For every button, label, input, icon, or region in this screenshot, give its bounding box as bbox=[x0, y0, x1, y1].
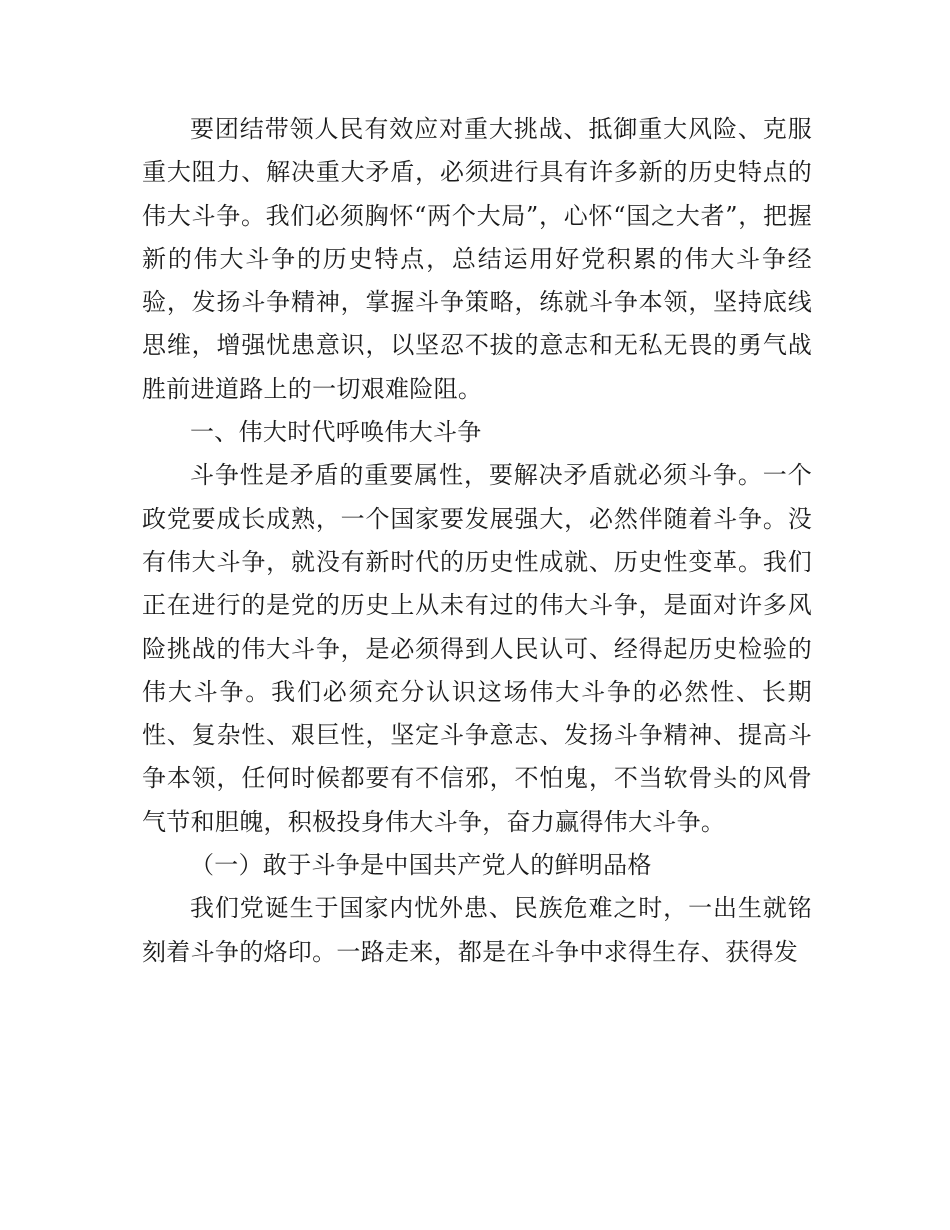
section-heading: 一、伟大时代呼唤伟大斗争 bbox=[190, 418, 482, 447]
intro-paragraph: 要团结带领人民有效应对重大挑战、抵御重大风险、克服重大阻力、解决重大矛盾，必须进行具有许多新的历史特点的伟大斗争。我们必须胸怀“两个大局”，心怀“国之大者”，把握新的伟大斗争的历史特点，总结运用好党积累的伟大斗争经验，发扬斗争精神，掌握斗争策略，练就斗争本领，坚持底线思维，增强忧患意识，以坚忍不拔的意志和无私无畏的勇气战胜前进道路上的一切艰难险阻。 bbox=[142, 115, 812, 403]
subsection-heading: （一）敢于斗争是中国共产党人的鲜明品格 bbox=[190, 851, 652, 880]
document-body bbox=[142, 108, 812, 974]
subsection-paragraph: 我们党诞生于国家内忧外患、民族危难之时，一出生就铭刻着斗争的烙印。一路走来，都是在斗争中求得生存、获得发 bbox=[142, 894, 812, 966]
section-paragraph: 斗争性是矛盾的重要属性，要解决矛盾就必须斗争。一个政党要成长成熟，一个国家要发展强大，必然伴随着斗争。没有伟大斗争，就没有新时代的历史性成就、历史性变革。我们正在进行的是党的历史上从未有过的伟大斗争，是面对许多风险挑战的伟大斗争，是必须得到人民认可、经得起历史检验的伟大斗争。我们必须充分认识这场伟大斗争的必然性、长期性、复杂性、艰巨性，坚定斗争意志、发扬斗争精神、提高斗争本领，任何时候都要有不信邪，不怕鬼，不当软骨头的风骨气节和胆魄，积极投身伟大斗争，奋力赢得伟大斗争。 bbox=[142, 461, 812, 836]
